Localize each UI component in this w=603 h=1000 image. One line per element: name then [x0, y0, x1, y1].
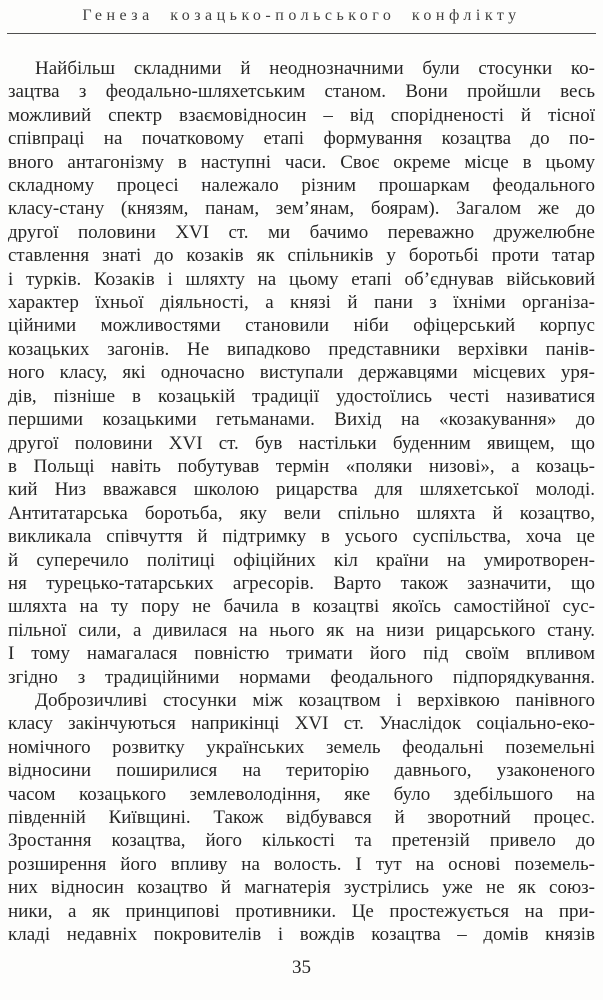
text-line: шляхта на ту пору не бачила в козацтві якоїсь самостійної сус-	[8, 596, 595, 618]
text-line: Антитатарська боротьба, яку вели спільно шляхта й козацтво,	[8, 502, 595, 524]
text-line: вного антагонізму в наступні часи. Своє окреме місце в цьому	[8, 151, 595, 173]
text-line: і турків. Козаків і шляхту на цьому етапі об’єднував військовий	[8, 268, 595, 290]
text-line: часом козацького землеволодіння, яке було здебільшого на	[8, 783, 595, 805]
text-line: ники, а як принципові противники. Це простежується на при-	[8, 900, 595, 922]
body-text	[0, 34, 603, 946]
text-line: класу-стану (князям, панам, зем’янам, боярам). Загалом же до	[8, 198, 595, 220]
text-line: першими козацькими гетьманами. Вихід на «козакування» до	[8, 409, 595, 431]
text-line: можливий спектр взаємовідносин – від спорідненості й тісної	[8, 104, 595, 126]
text-line: відносини поширилися на територію давнього, узаконеного	[8, 760, 595, 782]
text-line: Доброзичливі стосунки між козацтвом і верхівкою панівного	[35, 689, 595, 711]
text-line: південній Київщині. Також відбувався й зворотний процес.	[8, 807, 595, 828]
text-line: номічного розвитку українських земель феодальні поземельні	[8, 736, 595, 758]
text-line: кладі недавніх покровителів і вождів козацтва – домів князів	[8, 924, 595, 946]
page-footer	[0, 956, 603, 979]
text-line: козацьких загонів. Не випадково представники верхівки панів-	[8, 338, 595, 360]
text-line: співпраці на початковому етапі формування козацтва до по-	[8, 128, 595, 150]
text-line: ційними можливостями становили ніби офіцерський корпус	[8, 315, 595, 337]
text-line: кий Низ вважався школою рицарства для шляхетської молоді.	[8, 479, 595, 501]
text-line: І тому намагалася повністю тримати його під своїм впливом	[8, 643, 595, 665]
text-line: й суперечило політиці офіційних кіл країни на умиротворен-	[8, 549, 595, 571]
text-line: викликала співчуття й підтримку в усього суспільства, хоча це	[8, 526, 595, 548]
text-line: розширення його впливу на волость. І тут на основі поземель-	[8, 853, 595, 875]
text-line: в Польщі навіть побутував термін «поляки низові», а козаць-	[8, 455, 595, 477]
page-number: 35	[292, 957, 311, 979]
text-line: них відносин козацтво й магнатерія зустрілись уже не як союз-	[8, 877, 595, 899]
paragraph	[8, 689, 595, 946]
text-line: зацтва з феодально-шляхетським станом. Вони пройшли весь	[8, 81, 595, 103]
text-line: другої половини XVI ст. був настільки буденним явищем, що	[8, 432, 595, 454]
running-title: Генеза козацько-польського конфлікту	[82, 7, 521, 24]
text-line: згідно з традиційними нормами феодального підпорядкування.	[8, 666, 595, 688]
text-line: класу закінчуються наприкінці XVI ст. Унаслідок соціально-еко-	[8, 713, 595, 735]
text-line: другої половини XVI ст. ми бачимо переважно дружелюбне	[8, 221, 595, 243]
page-header	[7, 0, 596, 34]
paragraph	[8, 57, 595, 689]
text-line: ного класу, які одночасно виступали державцями місцевих уря-	[8, 362, 595, 384]
text-line: складному процесі належало різним прошаркам феодального	[8, 175, 595, 197]
text-line: характер їхньої діяльності, а князі й пани з їхніми організа-	[8, 292, 595, 314]
text-line: дів, пізніше в козацькій традиції удостоїлись честі називатися	[8, 385, 595, 407]
text-line: Зростання козацтва, його кількості та претензій привело до	[8, 830, 595, 852]
text-line: пільної сили, а дивилася на нього як на низи рицарського стану.	[8, 619, 595, 641]
text-line: Найбільш складними й неоднозначними були стосунки ко-	[35, 58, 595, 79]
text-line: ставлення знаті до козаків як спільників у боротьбі проти татар	[8, 245, 595, 267]
text-line: ня турецько-татарських агресорів. Варто також зазначити, що	[8, 572, 595, 594]
